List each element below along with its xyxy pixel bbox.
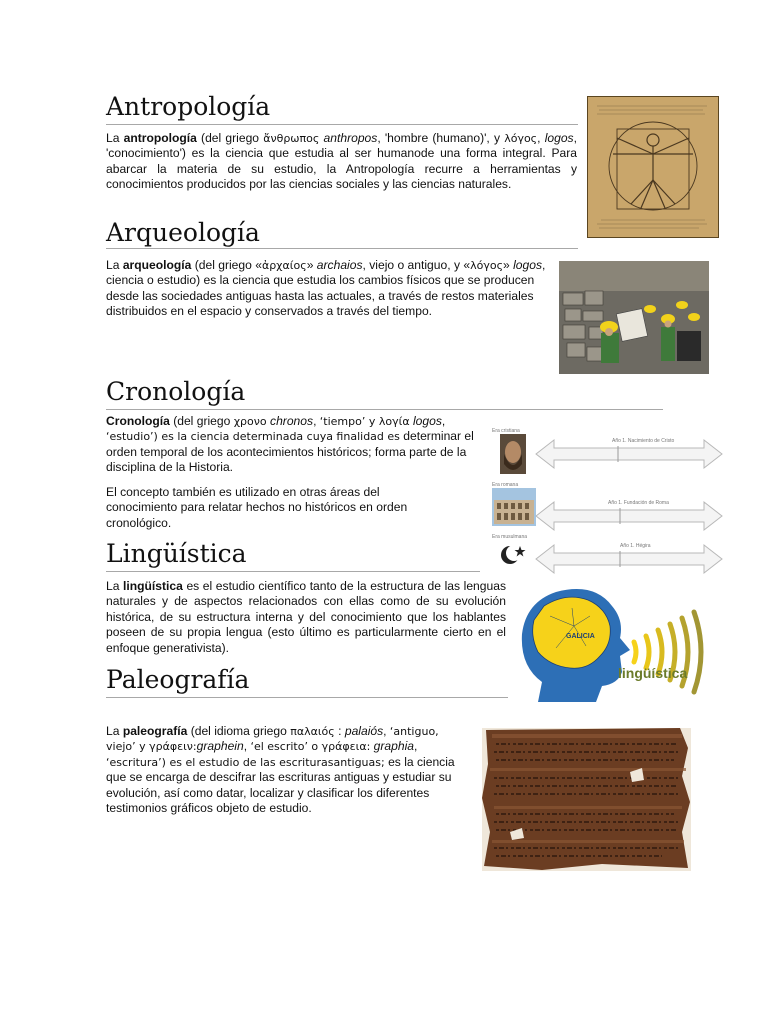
rule-arqueologia (106, 248, 578, 249)
colosseum-icon (492, 488, 536, 526)
term-antropologia: antropología (123, 131, 197, 145)
archaeology-dig-photo (559, 261, 709, 374)
rule-linguistica (106, 571, 480, 572)
linguistica-logo-text: lingüística (618, 665, 688, 681)
paragraph-cronologia-2: El concepto también es utilizado en otras áreas del conocimiento para relatar hechos no históricos en orden cronológico. (106, 485, 408, 530)
christ-portrait-icon (500, 434, 526, 474)
rule-antropologia (106, 124, 578, 125)
rule-paleografia (106, 697, 508, 698)
vitruvian-man-image (587, 96, 719, 238)
paragraph-linguistica: La lingüística es el estudio científico tanto de la estructura de las lenguas naturales y de aspectos relacionados con ellas como de su evolución histórica, de su estructura interna y del conocimiento que los hablantes poseen de su propia lengua (esto último es particularmente cierto en el enfoque generativista). (106, 579, 507, 655)
term-arqueologia: arqueología (122, 258, 192, 272)
timeline-diagram (490, 424, 724, 576)
heading-paleografia: Paleografía (106, 665, 250, 694)
galicia-head-map (516, 586, 706, 704)
timeline-label-3: Año 1. Hégira (620, 543, 651, 549)
timeline-era-1: Era cristiana (492, 428, 520, 434)
paragraph-antropologia: La antropología (del griego ἄνθρωπος anthropos, 'hombre (humano)', y λόγος, logos, 'conocimiento') es la ciencia que estudia al ser humanode una forma integral. Para abarcar la materia de su estudio, la Antropología recurre a herramientas y conocimientos producidos por las ciencias sociales y las ciencias naturales. (106, 131, 577, 192)
timeline-era-2: Era romana (492, 482, 519, 488)
crescent-star-icon (501, 545, 526, 564)
timeline-label-2: Año 1. Fundación de Roma (608, 500, 669, 506)
paragraph-paleografia: La paleografía (del idioma griego παλαιός : palaiós, ‘antiguo, viejo’ y γράφειν:graphein, ‘el escrito’ o γράφεια: graphia, ‘escritura’) es el estudio de las escriturasantiguas; es la ciencia que se encarga de descifrar las escrituras antiguas y estudiar su evolución, así como datar, localizar y clasificar los diferentes testimonios gráficos objeto de estudio. (106, 724, 455, 816)
papyrus-fragment-image (482, 728, 691, 871)
term-paleografia: paleografía (122, 724, 188, 738)
paragraph-arqueologia: La arqueología (del griego «ἀρχαίος» archaios, viejo o antiguo, y «λόγος» logos, ciencia o estudio) es la ciencia que estudia los cambios físicos que se producen desde las sociedades antiguas hasta las actuales, a través de restos materiales distribuidos en el espacio y conservados a través del tiempo. (106, 258, 546, 319)
timeline-era-3: Era musulmana (492, 534, 528, 540)
map-label: GALICIA (566, 633, 595, 640)
term-linguistica: lingüística (123, 579, 183, 593)
heading-linguistica: Lingüística (106, 539, 247, 568)
timeline-label-1: Año 1. Nacimiento de Cristo (612, 438, 675, 444)
heading-antropologia: Antropología (106, 92, 271, 121)
rule-cronologia (106, 409, 663, 410)
heading-cronologia: Cronología (106, 377, 246, 406)
term-cronologia: Cronología (106, 414, 170, 428)
paragraph-cronologia-1: Cronología (del griego χρονο chronos, ‘tiempo’ y λογία logos, ‘estudio’) es la ciencia determinada cuya finalidad es determinar el orden temporal de los acontecimientos históricos; forma parte de la disciplina de la Historia. (106, 414, 474, 475)
heading-arqueologia: Arqueología (106, 218, 260, 247)
